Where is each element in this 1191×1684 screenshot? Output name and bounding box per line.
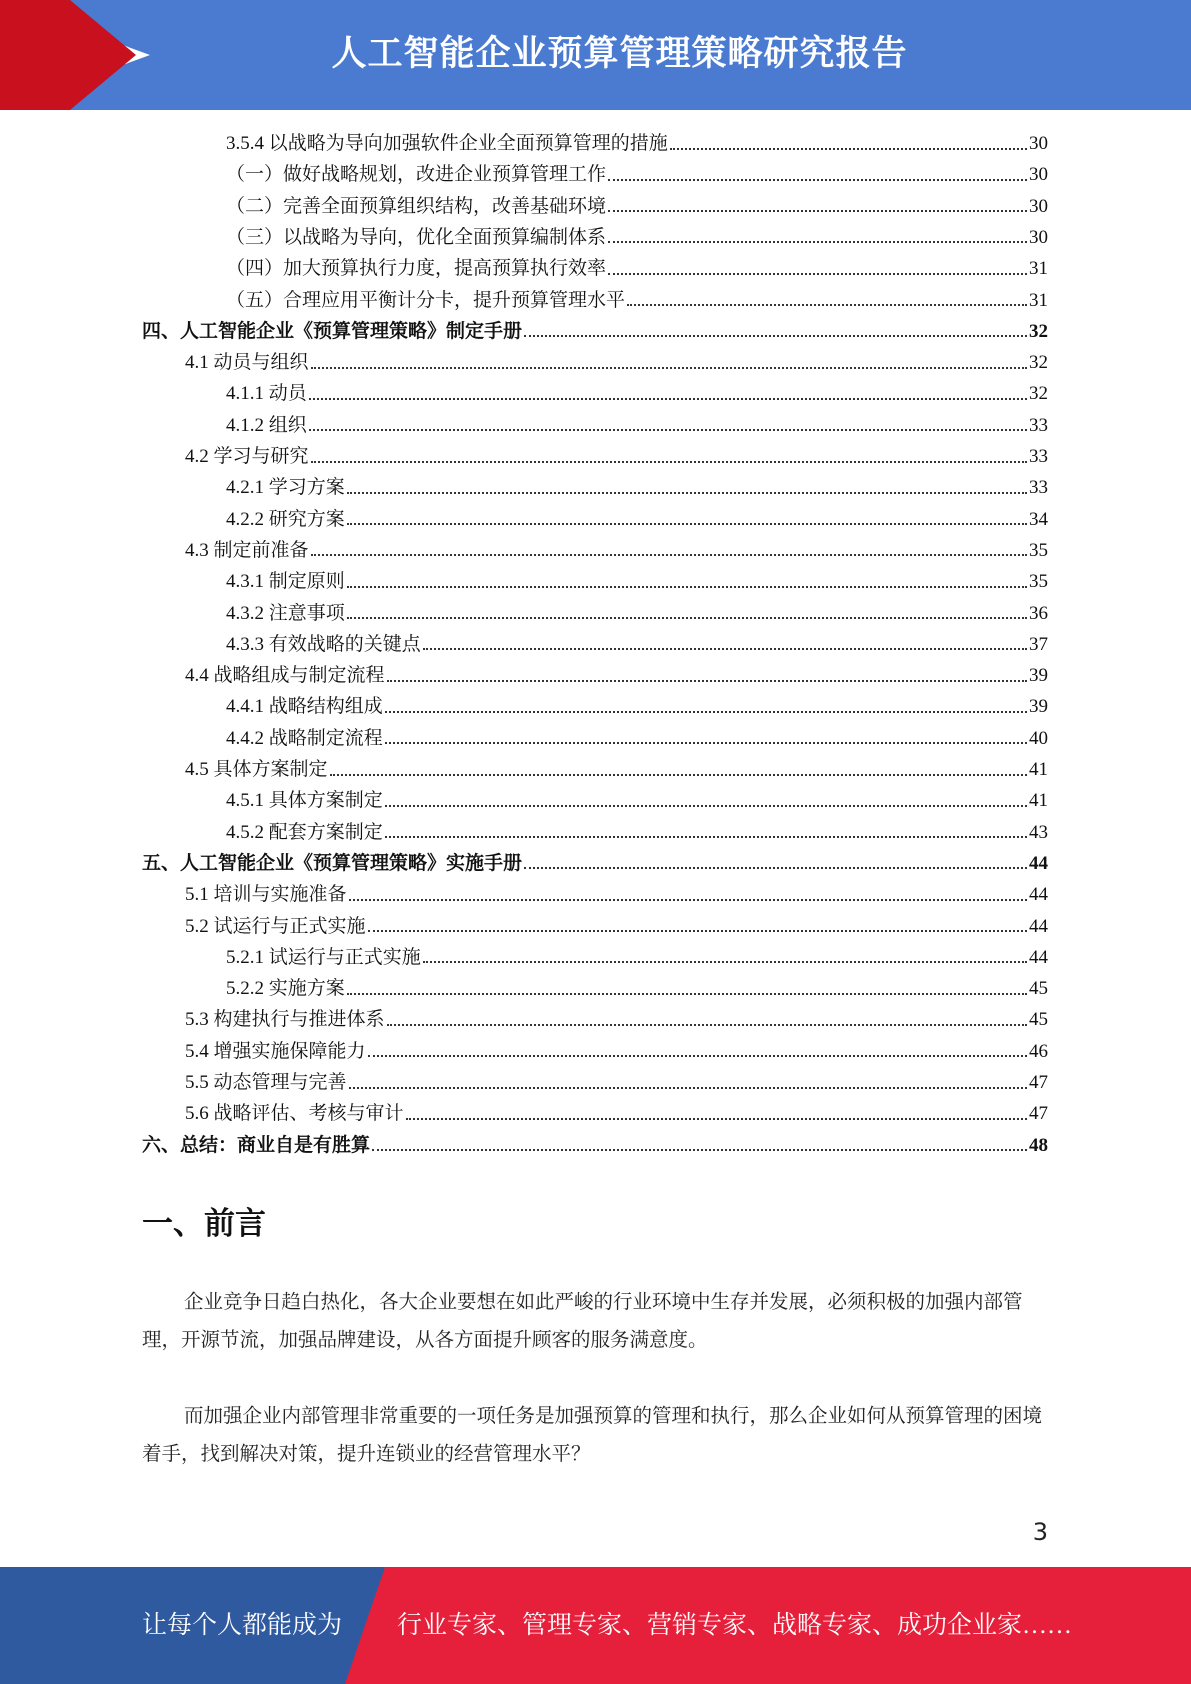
toc-leader-dots [368,1055,1027,1057]
toc-entry-title: 4.4 战略组成与制定流程 [185,665,385,687]
toc-entry[interactable] [185,1036,1048,1067]
toc-entry-page: 37 [1029,633,1048,655]
toc-entry-page: 45 [1029,1009,1048,1031]
toc-entry[interactable] [185,347,1048,378]
toc-entry-page: 41 [1029,759,1048,780]
toc-entry-title: 4.4.1 战略结构组成 [226,696,383,718]
footer-slogan-left: 让每个人都能成为 [142,1612,343,1639]
toc-entry[interactable] [185,911,1048,942]
toc-entry-title: 4.5 具体方案制定 [185,759,328,780]
footer-slogan-right: 行业专家、管理专家、营销专家、战略专家、成功企业家…… [397,1612,1073,1639]
toc-leader-dots [349,899,1027,901]
toc-entry[interactable] [185,1004,1048,1035]
toc-entry[interactable] [226,222,1048,253]
toc-entry[interactable] [226,285,1048,316]
toc-leader-dots [347,993,1027,995]
toc-entry-title: 5.2.1 试运行与正式实施 [226,946,421,968]
toc-leader-dots [608,210,1027,212]
toc-entry[interactable] [226,629,1048,660]
toc-entry[interactable] [185,1098,1048,1129]
toc-entry[interactable] [226,253,1048,284]
toc-leader-dots [309,398,1027,400]
toc-entry-title: 五、人工智能企业《预算管理策略》实施手册 [142,852,523,874]
toc-leader-dots [387,680,1027,682]
toc-entry[interactable] [226,723,1048,754]
toc-entry[interactable] [226,378,1048,409]
toc-entry-title: （二）完善全面预算组织结构，改善基础环境 [226,195,607,217]
toc-entry-page: 31 [1029,258,1048,280]
toc-entry-title: 5.6 战略评估、考核与审计 [185,1103,404,1125]
toc-leader-dots [309,429,1027,431]
toc-entry[interactable] [226,191,1048,222]
toc-entry-page: 46 [1029,1040,1048,1062]
toc-entry-page: 30 [1029,133,1048,154]
toc-entry[interactable] [226,691,1048,722]
toc-entry-page: 44 [1029,852,1048,874]
toc-leader-dots [670,148,1027,150]
toc-entry-title: 4.3.2 注意事项 [226,602,345,624]
toc-leader-dots [347,617,1027,619]
toc-leader-dots [368,930,1027,932]
toc-entry-page: 41 [1029,790,1048,812]
toc-leader-dots [608,241,1027,243]
toc-leader-dots [385,742,1027,744]
toc-entry[interactable] [226,504,1048,535]
toc-entry-title: 3.5.4 以战略为导向加强软件企业全面预算管理的措施 [226,133,668,154]
report-title: 人工智能企业预算管理策略研究报告 [331,34,908,74]
toc-leader-dots [608,273,1027,275]
toc-entry-title: 4.4.2 战略制定流程 [226,727,383,749]
toc-entry[interactable] [226,566,1048,597]
toc-entry-title: 5.2.2 实施方案 [226,978,345,1000]
toc-leader-dots [524,867,1027,869]
toc-entry[interactable] [226,128,1048,159]
toc-entry[interactable] [185,1067,1048,1098]
toc-entry-title: 4.3.1 制定原则 [226,571,345,593]
toc-entry[interactable] [226,942,1048,973]
toc-entry-title: 4.2 学习与研究 [185,446,309,467]
toc-entry-title: 4.2.2 研究方案 [226,508,345,530]
toc-entry[interactable] [226,410,1048,441]
toc-entry-page: 30 [1029,164,1048,186]
toc-entry-title: 5.1 培训与实施准备 [185,884,347,906]
toc-entry[interactable] [226,785,1048,816]
section-heading: 一、前言 [142,1206,266,1242]
toc-entry-page: 35 [1029,571,1048,593]
toc-entry[interactable] [226,973,1048,1004]
toc-entry-page: 44 [1029,915,1048,937]
toc-entry-page: 36 [1029,602,1048,624]
paragraph-2: 而加强企业内部管理非常重要的一项任务是加强预算的管理和执行，那么企业如何从预算管理的困境着手，找到解决对策，提升连锁业的经营管理水平？ [142,1406,1043,1465]
toc-entry-title: 4.1.1 动员 [226,383,307,405]
toc-entry[interactable] [185,879,1048,910]
toc-entry-page: 48 [1029,1134,1048,1156]
toc-leader-dots [608,179,1027,181]
toc-leader-dots [385,836,1027,838]
toc-entry-title: （三）以战略为导向，优化全面预算编制体系 [226,226,607,248]
toc-entry-title: 四、人工智能企业《预算管理策略》制定手册 [142,320,523,342]
toc-entry-title: 4.3 制定前准备 [185,539,309,561]
toc-entry-title: 4.5.2 配套方案制定 [226,821,383,843]
toc-entry-title: 4.1.2 组织 [226,414,307,436]
toc-entry-page: 45 [1029,978,1048,1000]
toc-entry[interactable] [185,535,1048,566]
toc-entry-page: 47 [1029,1072,1048,1093]
page-number: 3 [1032,1518,1048,1546]
toc-entry[interactable] [185,441,1048,472]
toc-entry-page: 30 [1029,195,1048,217]
toc-entry-title: 5.3 构建执行与推进体系 [185,1009,385,1031]
toc-leader-dots [627,304,1027,306]
toc-leader-dots [372,1149,1027,1151]
toc-entry[interactable] [226,472,1048,503]
toc-entry[interactable] [142,1130,1048,1161]
toc-entry-page: 39 [1029,696,1048,718]
toc-leader-dots [524,335,1027,337]
toc-entry-title: 4.3.3 有效战略的关键点 [226,633,421,655]
toc-entry-page: 44 [1029,946,1048,968]
toc-entry-page: 43 [1029,821,1048,843]
toc-entry[interactable] [185,754,1048,785]
toc-entry[interactable] [142,316,1048,347]
toc-entry-title: 5.4 增强实施保障能力 [185,1040,366,1062]
toc-entry-page: 31 [1029,289,1048,311]
toc-entry-page: 44 [1029,884,1048,906]
toc-entry[interactable] [142,848,1048,879]
toc-entry-title: 4.5.1 具体方案制定 [226,790,383,812]
toc-leader-dots [311,554,1027,556]
toc-entry-page: 32 [1029,383,1048,405]
toc-entry-page: 30 [1029,226,1048,248]
toc-entry[interactable] [226,817,1048,848]
toc-entry-page: 33 [1029,446,1048,467]
toc-entry-title: 六、总结：商业自是有胜算 [142,1134,371,1156]
toc-leader-dots [406,1118,1027,1120]
toc-entry-title: （四）加大预算执行力度，提高预算执行效率 [226,258,607,280]
toc-leader-dots [311,367,1027,369]
toc-leader-dots [385,711,1027,713]
toc-leader-dots [347,523,1027,525]
toc-entry-title: （一）做好战略规划，改进企业预算管理工作 [226,164,607,186]
toc-leader-dots [385,805,1027,807]
toc-entry-title: 5.5 动态管理与完善 [185,1072,347,1093]
toc-entry-title: 4.1 动员与组织 [185,352,309,374]
toc-entry-page: 39 [1029,665,1048,687]
toc-entry-page: 35 [1029,539,1048,561]
toc-leader-dots [347,586,1027,588]
toc-leader-dots [349,1087,1027,1089]
toc-leader-dots [423,961,1027,963]
toc-leader-dots [330,774,1027,776]
toc-entry-page: 32 [1029,320,1048,342]
toc-entry-title: 5.2 试运行与正式实施 [185,915,366,937]
page-header [0,0,1191,110]
toc-entry[interactable] [226,598,1048,629]
toc-entry-page: 33 [1029,477,1048,499]
toc-entry-title: （五）合理应用平衡计分卡，提升预算管理水平 [226,289,626,311]
toc-leader-dots [423,648,1027,650]
toc-entry-page: 33 [1029,414,1048,436]
toc-leader-dots [311,461,1027,463]
toc-entry[interactable] [226,159,1048,190]
toc-entry-page: 40 [1029,727,1048,749]
toc-entry[interactable] [185,660,1048,691]
toc-entry-page: 32 [1029,352,1048,374]
toc-leader-dots [387,1024,1027,1026]
page-footer [0,1567,1191,1684]
toc-leader-dots [347,492,1027,494]
toc-entry-page: 47 [1029,1103,1048,1125]
toc-entry-page: 34 [1029,508,1048,530]
toc-entry-title: 4.2.1 学习方案 [226,477,345,499]
paragraph-1: 企业竞争日趋白热化，各大企业要想在如此严峻的行业环境中生存并发展，必须积极的加强内部管理，开源节流，加强品牌建设，从各方面提升顾客的服务满意度。 [142,1292,1023,1351]
